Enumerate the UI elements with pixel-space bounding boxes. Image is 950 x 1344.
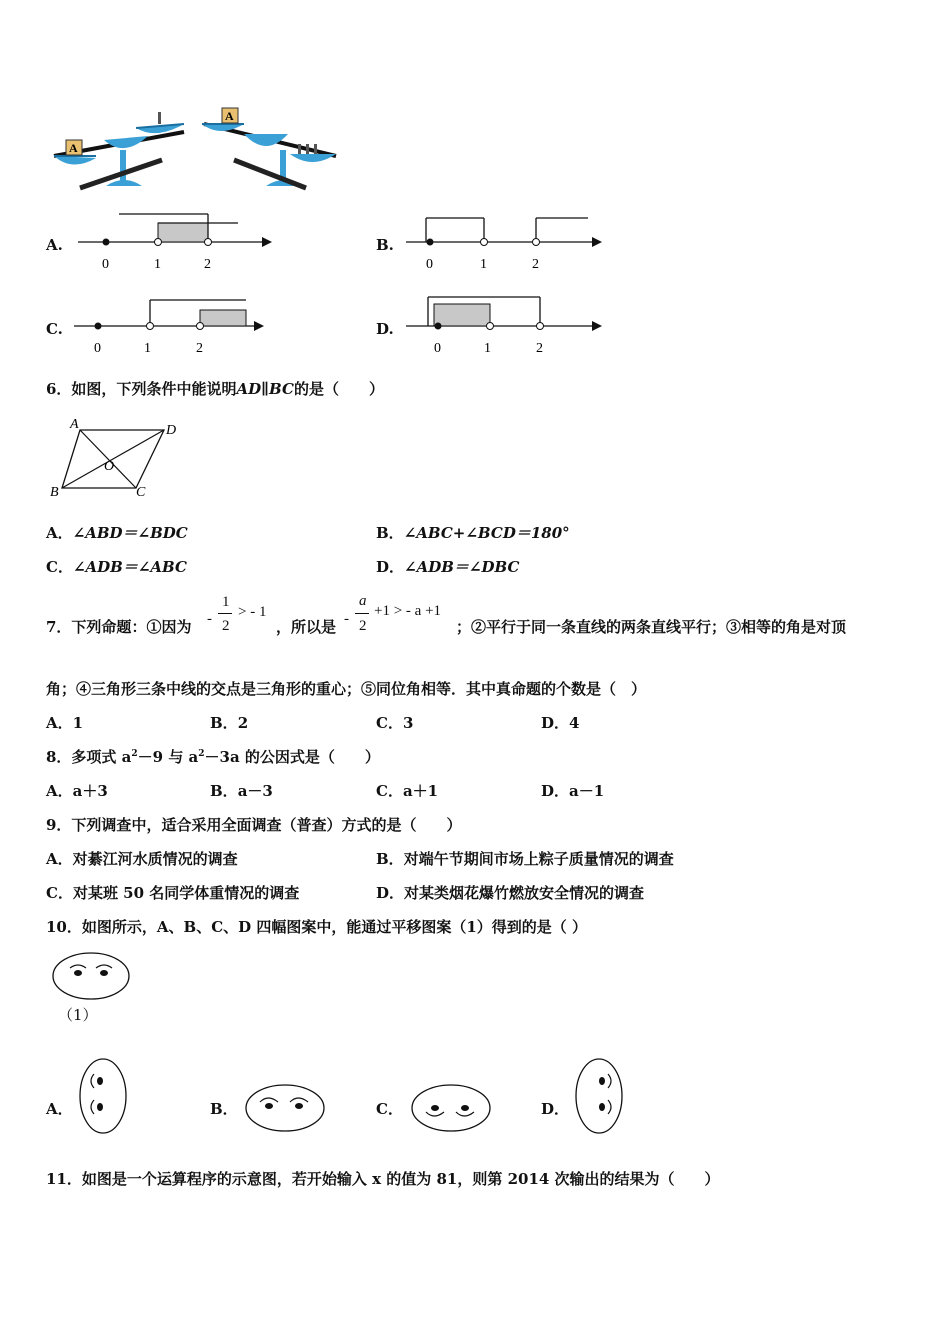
q9-option-d xyxy=(376,882,644,903)
q8-option-a xyxy=(46,780,108,801)
q9-stem: 9．下列调查中，适合采用全面调查（普查）方式的是（ ） xyxy=(46,816,462,834)
q7-option-b-letter: B． xyxy=(210,714,238,732)
q9-option-c-letter: C． xyxy=(46,884,73,902)
q7-option-d-text: 4 xyxy=(569,714,580,732)
q7-option-a-letter: A． xyxy=(46,714,73,732)
q5-option-c-number-line xyxy=(72,290,272,358)
q5-option-b-number-line xyxy=(404,206,609,274)
q8-option-b xyxy=(210,780,273,801)
balance-scales-figure xyxy=(44,100,344,195)
q10-stem: 10．如图所示，A、B、C、D 四幅图案中，能通过平移图案（1）得到的是（ ） xyxy=(46,918,588,936)
q7-frac2-den: 2 xyxy=(359,618,367,634)
q6-option-a-text: ∠ABD＝∠BDC xyxy=(72,524,188,542)
vertex-label-c: C xyxy=(136,485,146,500)
q8-sup1: 2 xyxy=(131,749,138,759)
q5-option-b-letter: B. xyxy=(376,236,394,254)
q7-frac1-bar xyxy=(218,613,232,614)
q9-option-a-text: 对綦江河水质情况的调查 xyxy=(72,850,238,868)
q5-option-d-letter: D. xyxy=(376,320,394,338)
face-pattern-1 xyxy=(50,950,134,1002)
q6-option-d-text: ∠ADB＝∠DBC xyxy=(404,558,520,576)
tick-label-2: 2 xyxy=(536,341,543,356)
q9-option-c-text: 对某班 50 名同学体重情况的调查 xyxy=(72,884,300,902)
vertex-label-a: A xyxy=(70,417,79,432)
tick-label-0: 0 xyxy=(102,257,109,272)
q6-option-d-letter: D． xyxy=(376,558,405,576)
parallelogram-figure xyxy=(46,412,196,504)
q7-option-c-text: 3 xyxy=(402,714,414,732)
tick-label-1: 1 xyxy=(480,257,487,272)
q6-option-a xyxy=(46,522,188,543)
q10-option-d-letter: D． xyxy=(541,1100,570,1118)
q8-stem xyxy=(46,746,380,767)
left-weight-label: A xyxy=(69,141,78,155)
q5-option-a-number-line xyxy=(76,206,276,274)
q7-option-a xyxy=(46,712,83,733)
q7-option-c xyxy=(376,712,413,733)
q10-option-d-face xyxy=(572,1056,626,1136)
q7-part3: ；②平行于同一条直线的两条直线平行；③相等的角是对顶 xyxy=(456,618,847,636)
tick-label-1: 1 xyxy=(484,341,491,356)
q6-stem-prefix: 6．如图，下列条件中能说明 xyxy=(46,380,237,398)
left-balance xyxy=(54,112,184,188)
q8-stem-part3: －3a 的公因式是（ ） xyxy=(204,748,380,766)
q7-option-d-letter: D． xyxy=(541,714,570,732)
q7-part1: 7．下列命题：①因为 xyxy=(46,618,192,636)
q9-option-a-letter: A． xyxy=(46,850,73,868)
q6-stem-math: AD∥BC xyxy=(236,380,294,398)
q7-option-b xyxy=(210,712,248,733)
right-balance xyxy=(202,108,336,188)
right-weight-label: A xyxy=(225,109,234,123)
tick-label-1: 1 xyxy=(154,257,161,272)
q10-option-b-letter: B． xyxy=(210,1100,238,1118)
tick-label-2: 2 xyxy=(532,257,539,272)
q6-option-d xyxy=(376,556,519,577)
tick-label-0: 0 xyxy=(94,341,101,356)
q7-option-d xyxy=(541,712,579,733)
q9-option-a xyxy=(46,848,238,869)
q8-stem-part1: 8．多项式 a xyxy=(46,748,132,766)
q7-option-c-letter: C． xyxy=(376,714,403,732)
q7-frac1-num: 1 xyxy=(222,594,230,610)
pattern-1-caption: （1） xyxy=(58,1006,98,1024)
q8-option-b-text: a－3 xyxy=(237,782,273,800)
q9-option-c xyxy=(46,882,299,903)
q7-frac1-den: 2 xyxy=(222,618,230,634)
q5-option-a-letter: A. xyxy=(46,236,63,254)
vertex-label-b: B xyxy=(50,485,59,500)
q7-line2: 角；④三角形三条中线的交点是三角形的重心；⑤同位角相等．其中真命题的个数是（ ） xyxy=(46,680,647,698)
q7-frac2-num: a xyxy=(359,593,367,609)
q6-stem-suffix: 的是（ ） xyxy=(293,380,384,398)
q6-option-c-letter: C． xyxy=(46,558,73,576)
q5-option-d-number-line xyxy=(404,290,609,358)
q6-option-c-text: ∠ADB＝∠ABC xyxy=(72,558,187,576)
q9-option-b-letter: B． xyxy=(376,850,404,868)
q6-option-b-letter: B． xyxy=(376,524,404,542)
q10-option-a-face xyxy=(76,1056,130,1136)
q8-option-d-text: a－1 xyxy=(569,782,605,800)
q10-option-c-face xyxy=(408,1082,494,1134)
q9-option-b-text: 对端午节期间市场上粽子质量情况的调查 xyxy=(403,850,674,868)
tick-label-1: 1 xyxy=(144,341,151,356)
q6-option-b-text: ∠ABC+∠BCD＝180° xyxy=(403,524,570,542)
q7-ineq2-rest: +1 > - a +1 xyxy=(374,603,442,619)
q7-minus-1: - xyxy=(207,611,212,627)
vertex-label-o: O xyxy=(104,459,115,474)
q7-ineq1-rest: > - 1 xyxy=(238,604,267,620)
q8-option-a-text: a＋3 xyxy=(72,782,108,800)
q7-option-a-text: 1 xyxy=(72,714,84,732)
q8-option-d-letter: D． xyxy=(541,782,570,800)
q8-option-c-letter: C． xyxy=(376,782,403,800)
q7-part2: ，所以是 xyxy=(276,618,337,636)
q6-option-c xyxy=(46,556,187,577)
q6-option-a-letter: A． xyxy=(46,524,73,542)
q6-stem xyxy=(46,378,384,399)
q8-stem-part2: －9 与 a xyxy=(137,748,199,766)
q8-option-c xyxy=(376,780,438,801)
q10-option-a-letter: A． xyxy=(46,1100,73,1118)
tick-label-0: 0 xyxy=(426,257,433,272)
q8-sup2: 2 xyxy=(198,749,205,759)
q9-option-d-text: 对某类烟花爆竹燃放安全情况的调查 xyxy=(404,884,645,902)
q8-option-b-letter: B． xyxy=(210,782,238,800)
tick-label-2: 2 xyxy=(196,341,203,356)
q5-option-c-letter: C. xyxy=(46,320,63,338)
q8-option-a-letter: A． xyxy=(46,782,73,800)
q10-option-c-letter: C． xyxy=(376,1100,403,1118)
q6-option-b xyxy=(376,522,570,543)
q11-stem: 11．如图是一个运算程序的示意图，若开始输入 x 的值为 81，则第 2014 次输出的结果为（ ） xyxy=(46,1170,720,1188)
tick-label-0: 0 xyxy=(434,341,441,356)
q8-option-d xyxy=(541,780,604,801)
q7-option-b-text: 2 xyxy=(237,714,249,732)
q9-option-b xyxy=(376,848,674,869)
q7-frac2-bar xyxy=(355,613,369,614)
q8-option-c-text: a＋1 xyxy=(402,782,439,800)
q7-minus-2: - xyxy=(344,611,349,627)
tick-label-2: 2 xyxy=(204,257,211,272)
vertex-label-d: D xyxy=(166,423,177,438)
q10-option-b-face xyxy=(242,1082,328,1134)
q9-option-d-letter: D． xyxy=(376,884,405,902)
